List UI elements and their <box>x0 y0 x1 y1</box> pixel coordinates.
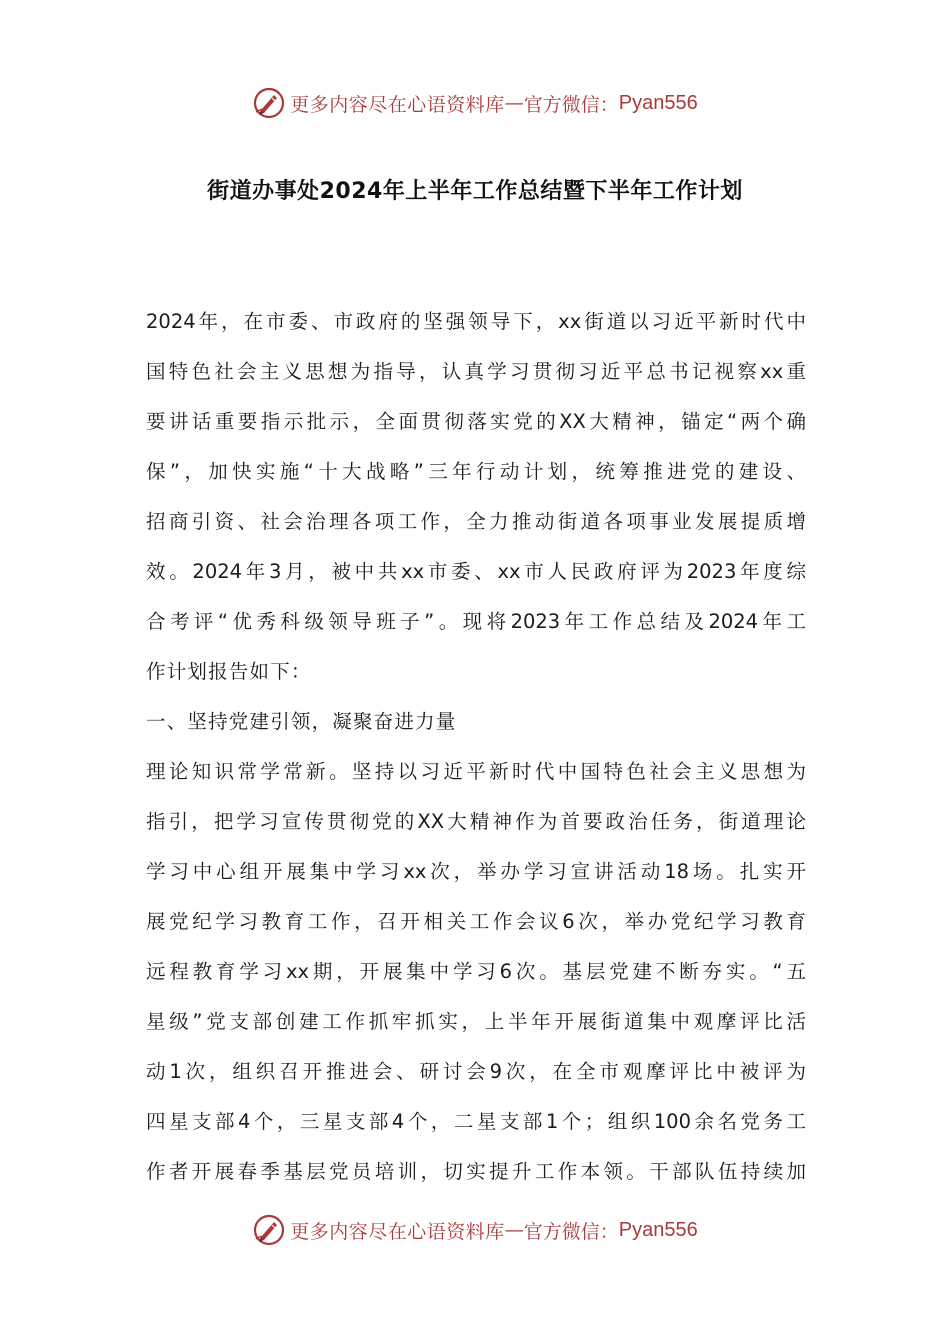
watermark-wechat-label: 官方微信： <box>523 1220 619 1243</box>
body-line: 远程教育学习xx期，开展集中学习6次。基层党建不断夯实。“五 <box>146 960 806 983</box>
body-line: 星级”党支部创建工作抓牢抓实，上半年开展街道集中观摩评比活 <box>146 1010 806 1033</box>
body-line: 四星支部4个，三星支部4个，二星支部1个；组织100余名党务工 <box>146 1110 806 1133</box>
pen-circle-logo-icon <box>252 1213 286 1247</box>
document-body <box>146 297 806 1197</box>
body-line: 2024年，在市委、市政府的坚强领导下，xx街道以习近平新时代中 <box>146 310 806 333</box>
watermark-banner-top <box>0 83 950 123</box>
section-heading: 一、坚持党建引领，凝聚奋进力量 <box>146 710 457 733</box>
body-line: 指引，把学习宣传贯彻党的XX大精神作为首要政治任务，街道理论 <box>146 810 806 833</box>
body-line: 学习中心组开展集中学习xx次，举办学习宣讲活动18场。扎实开 <box>146 860 806 883</box>
watermark-dash: — <box>504 92 524 114</box>
document-title: 街道办事处2024年上半年工作总结暨下半年工作计划 <box>207 179 743 204</box>
body-line: 要讲话重要指示批示，全面贯彻落实党的XX大精神，锚定“两个确 <box>146 410 806 433</box>
watermark-text: 更多内容尽在心语资料库 <box>290 93 505 116</box>
body-line: 保”，加快实施“十大战略”三年行动计划，统筹推进党的建设、 <box>146 460 806 483</box>
body-line: 合考评“优秀科级领导班子”。现将2023年工作总结及2024年工 <box>146 610 806 633</box>
body-line: 作计划报告如下： <box>146 660 312 683</box>
watermark-text: 更多内容尽在心语资料库 <box>290 1220 505 1243</box>
body-line: 理论知识常学常新。坚持以习近平新时代中国特色社会主义思想为 <box>146 760 806 783</box>
pen-circle-logo-icon <box>252 86 286 120</box>
body-line: 动1次，组织召开推进会、研讨会9次，在全市观摩评比中被评为 <box>146 1060 806 1083</box>
body-line: 作者开展春季基层党员培训，切实提升工作本领。干部队伍持续加 <box>146 1160 806 1183</box>
body-line: 效。2024年3月，被中共xx市委、xx市人民政府评为2023年度综 <box>146 560 806 583</box>
watermark-banner-bottom <box>0 1210 950 1250</box>
body-line: 国特色社会主义思想为指导，认真学习贯彻习近平总书记视察xx重 <box>146 360 806 383</box>
watermark-wechat-label: 官方微信： <box>523 93 619 116</box>
watermark-dash: — <box>504 1219 524 1241</box>
body-line: 展党纪学习教育工作，召开相关工作会议6次，举办党纪学习教育 <box>146 910 806 933</box>
body-line: 招商引资、社会治理各项工作，全力推动街道各项事业发展提质增 <box>146 510 806 533</box>
watermark-wechat-id: Pyan556 <box>618 1218 698 1241</box>
watermark-wechat-id: Pyan556 <box>618 91 698 114</box>
